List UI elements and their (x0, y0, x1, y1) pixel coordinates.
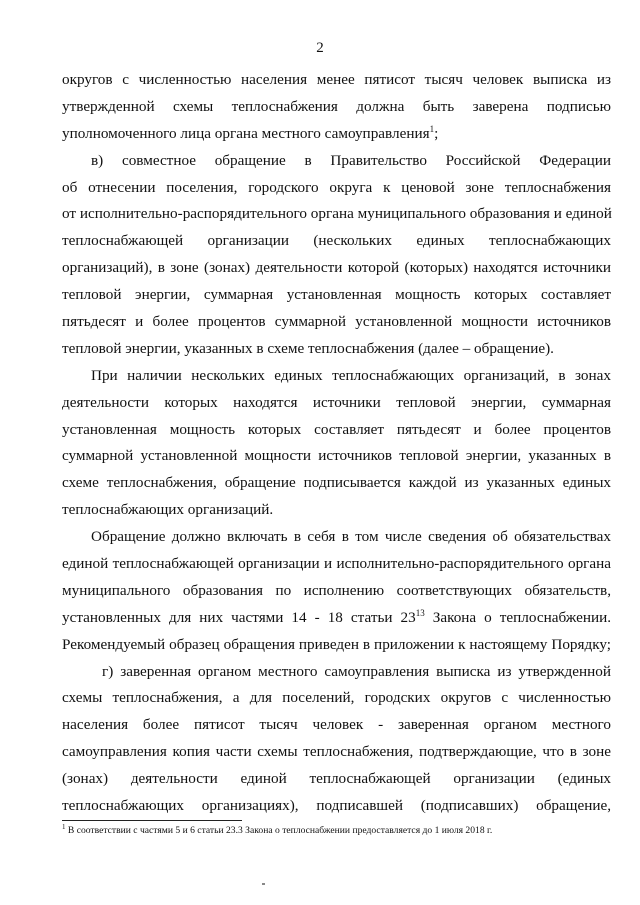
page-number: 2 (316, 40, 324, 56)
text-line: теплоснабжающей организации (нескольких единых теплоснабжающих (62, 232, 611, 250)
text-line: утвержденной схемы теплоснабжения должна быть заверена подписью (62, 97, 611, 115)
text-line: тепловой энергии, суммарная установленная мощность которых составляет (62, 286, 611, 304)
text-line: пятьдесят и более процентов суммарной установленной мощности источников (62, 313, 611, 331)
text-line: организаций), в зоне (зонах) деятельности которой (которых) находятся источники (62, 259, 611, 277)
body-text (62, 67, 611, 820)
text-line: теплоснабжающих организаций. (62, 501, 274, 519)
text-line: При наличии нескольких единых теплоснабжающих организаций, в зонах (91, 366, 611, 384)
text-line (62, 121, 611, 148)
text-line (62, 605, 611, 632)
text-line: схеме теплоснабжения, обращение подписывается каждой из указанных единых (62, 474, 611, 492)
scan-speck (262, 883, 265, 885)
text-line: теплоснабжающих организациях), подписавшей (подписавших) обращение, (62, 797, 611, 815)
text-line: населения более пятисот тысяч человек - заверенная органом местного (62, 716, 611, 734)
text-line: Обращение должно включать в себя в том числе сведения об обязательствах (91, 528, 611, 546)
footnote-divider (62, 820, 242, 821)
text-line: округов с численностью населения менее пятисот тысяч человек выписка из (62, 71, 611, 88)
footnote-text: В соответствии с частями 5 и 6 статьи 23.3 Закона о теплоснабжении предоставляется до 1 июля 2018 г. (65, 825, 493, 836)
text-line: в) совместное обращение в Правительство Российской Федерации (91, 151, 611, 169)
text-line: тепловой энергии, указанных в схеме теплоснабжения (далее – обращение). (62, 339, 554, 357)
text-line: самоуправления копия части схемы теплоснабжения, подтверждающие, что в зоне (62, 743, 611, 761)
footnote-marker: 1 (62, 822, 66, 831)
text-line: деятельности которых находятся источники тепловой энергии, суммарная (62, 393, 611, 411)
footnote (62, 822, 611, 836)
text-segment: установленных для них частями 14 - 18 статьи 23 (62, 608, 416, 626)
text-line: муниципального образования по исполнению соответствующих обязательств, (62, 581, 611, 599)
text-line: (зонах) деятельности единой теплоснабжающей организации (единых (62, 770, 611, 788)
text-line: от исполнительно-распорядительного органа муниципального образования и единой (62, 205, 612, 223)
text-segment: ; (434, 124, 439, 142)
text-line: г) заверенная органом местного самоуправления выписка из утвержденной (102, 662, 611, 680)
text-line: об отнесении поселения, городского округа к ценовой зоне теплоснабжения (62, 178, 611, 196)
text-line: суммарной установленной мощности источников тепловой энергии, указанных в (62, 447, 611, 465)
text-line: единой теплоснабжающей организации и исполнительно-распорядительного органа (62, 555, 611, 573)
text-line: Рекомендуемый образец обращения приведен в приложении к настоящему Порядку; (62, 635, 611, 653)
text-line: схемы теплоснабжения, а для поселений, городских округов с численностью (62, 689, 611, 707)
footnote-reference: 1 (429, 123, 435, 134)
footnote-reference: 13 (415, 607, 425, 618)
text-segment: уполномоченного лица органа местного самоуправления (62, 124, 430, 142)
text-segment: Закона о теплоснабжении. (432, 608, 612, 626)
text-line: установленная мощность которых составляет пятьдесят и более процентов (62, 420, 611, 438)
